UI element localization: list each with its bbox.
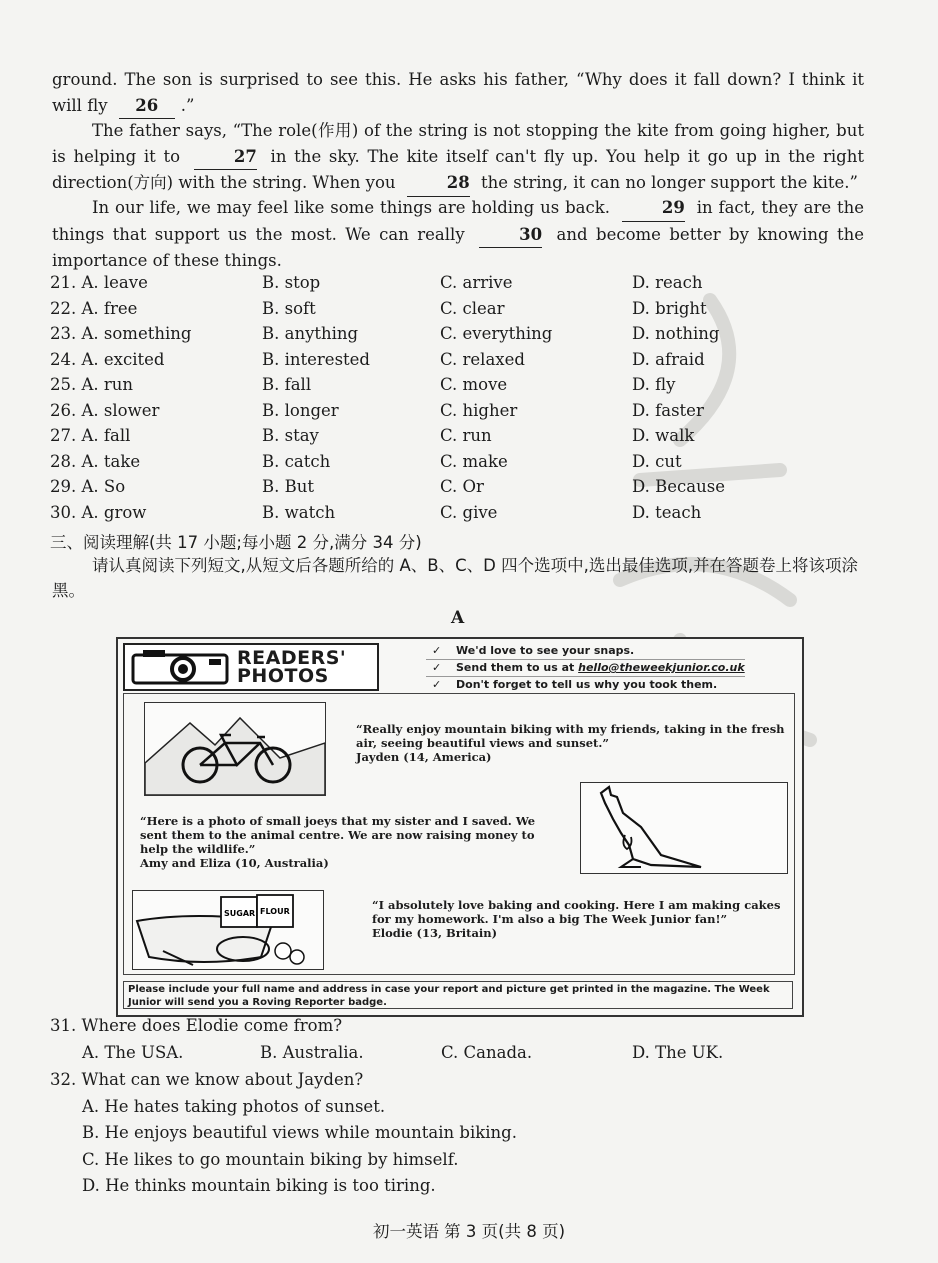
option-row — [50, 452, 870, 477]
photos-panel — [123, 693, 795, 975]
section-instruction: 请认真阅读下列短文,从短文后各题所给的 A、B、C、D 四个选项中,选出最佳选项,并在答题卷上将该项涂黑。 — [52, 556, 859, 600]
option-row — [50, 426, 870, 451]
email-link[interactable]: hello@theweekjunior.co.uk — [578, 661, 745, 674]
checklist-text: Send them to us at — [456, 661, 575, 674]
kangaroo-picture — [580, 782, 788, 874]
option-d: D. fly — [632, 375, 676, 394]
option-row — [50, 477, 870, 502]
option-a: 24. A. excited — [50, 350, 165, 369]
option-a: 29. A. So — [50, 477, 126, 496]
passage-text: in the sky. The kite itself can't fly up. You help it go up in the right direction(方向) with the string. When you — [52, 146, 864, 192]
submission-checklist — [426, 643, 745, 694]
option-d: D. nothing — [632, 324, 720, 343]
option-b: B. anything — [262, 324, 359, 343]
option-d: D. teach — [632, 503, 702, 522]
title-line: PHOTOS — [237, 665, 329, 687]
passage-text: ground. The son is surprised to see this. He asks his father, “Why does it fall down? I think it will fly — [52, 70, 864, 115]
elodie-entry — [372, 898, 792, 940]
option-row — [50, 273, 870, 298]
passage-text: the string, it can no longer support the kite.” — [481, 173, 858, 192]
blank-27: 27 — [194, 144, 257, 171]
option-b: B. But — [262, 477, 314, 496]
jayden-entry — [356, 722, 786, 764]
option-row — [50, 401, 870, 426]
checklist-text: Don't forget to tell us why you took them. — [456, 678, 718, 691]
checklist-item — [426, 660, 745, 677]
section-heading: 三、阅读理解(共 17 小题;每小题 2 分,满分 34 分) — [50, 533, 422, 552]
jayden-quote: “Really enjoy mountain biking with my friends, taking in the fresh air, seeing beautiful views and sunset.” — [356, 722, 785, 750]
passage-label: A — [451, 608, 465, 628]
q31-option-d: D. The UK. — [632, 1043, 724, 1062]
option-b: B. stay — [262, 426, 319, 445]
amy-entry — [140, 814, 565, 870]
option-c: C. higher — [440, 401, 518, 420]
option-c: C. move — [440, 375, 508, 394]
option-row — [50, 324, 870, 349]
check-icon: ✓ — [432, 661, 442, 674]
question-32: 32. What can we know about Jayden? — [50, 1070, 364, 1089]
camera-icon — [131, 649, 229, 685]
option-b: B. soft — [262, 299, 316, 318]
option-a: 26. A. slower — [50, 401, 160, 420]
option-b: B. fall — [262, 375, 312, 394]
option-d: D. bright — [632, 299, 707, 318]
sugar-bag-label: SUGAR — [224, 909, 256, 918]
passage-text: .” — [180, 95, 195, 115]
option-d: D. cut — [632, 452, 682, 471]
option-b: B. stop — [262, 273, 321, 292]
option-c: C. run — [440, 426, 492, 445]
q32-option-c: C. He likes to go mountain biking by himself. — [82, 1150, 459, 1169]
flour-bag-label: FLOUR — [260, 907, 290, 916]
blank-30: 30 — [479, 222, 542, 249]
option-c: C. Or — [440, 477, 484, 496]
passage-text: In our life, we may feel like some things are holding us back. — [92, 198, 610, 217]
blank-26: 26 — [119, 93, 175, 120]
jayden-name: Jayden (14, America) — [356, 750, 492, 764]
amy-name: Amy and Eliza (10, Australia) — [140, 856, 329, 870]
option-b: B. watch — [262, 503, 336, 522]
option-d: D. Because — [632, 477, 725, 496]
passage-paragraph-3 — [52, 195, 864, 274]
readers-photos-footer: Please include your full name and address in case your report and picture get printed in the magazine. The Week Junior will send you a Roving Reporter badge. — [123, 981, 793, 1009]
q32-option-a: A. He hates taking photos of sunset. — [82, 1097, 386, 1116]
option-d: D. afraid — [632, 350, 705, 369]
option-b: B. longer — [262, 401, 339, 420]
option-a: 22. A. free — [50, 299, 138, 318]
baking-picture — [132, 890, 324, 970]
check-icon: ✓ — [432, 678, 442, 691]
readers-photos-box — [116, 637, 804, 1017]
page-footer: 初一英语 第 3 页(共 8 页) — [372, 1222, 566, 1241]
readers-photos-header — [123, 643, 379, 691]
option-row — [50, 299, 870, 324]
option-a: 27. A. fall — [50, 426, 131, 445]
q31-option-b: B. Australia. — [260, 1043, 364, 1062]
passage-paragraph-1 — [52, 67, 864, 119]
elodie-name: Elodie (13, Britain) — [372, 926, 498, 940]
option-c: C. relaxed — [440, 350, 525, 369]
amy-quote: “Here is a photo of small joeys that my sister and I saved. We sent them to the animal centre. We are now raising money to help the wildlife.” — [140, 814, 536, 856]
passage-text: The father says, “The role(作用) of the string is not stopping the kite from going higher, but is helping it to — [52, 121, 864, 166]
checklist-text: We'd love to see your snaps. — [456, 644, 635, 657]
option-a: 25. A. run — [50, 375, 134, 394]
option-b: B. catch — [262, 452, 331, 471]
option-c: C. clear — [440, 299, 505, 318]
option-a: 30. A. grow — [50, 503, 147, 522]
q31-option-c: C. Canada. — [441, 1043, 533, 1062]
blank-29: 29 — [622, 195, 685, 222]
blank-28: 28 — [407, 170, 470, 197]
checklist-item — [426, 677, 745, 694]
passage-paragraph-2 — [52, 118, 864, 197]
option-b: B. interested — [262, 350, 370, 369]
readers-photos-title — [237, 649, 346, 685]
question-31: 31. Where does Elodie come from? — [50, 1016, 343, 1035]
option-a: 28. A. take — [50, 452, 141, 471]
check-icon: ✓ — [432, 644, 442, 657]
option-d: D. reach — [632, 273, 703, 292]
option-c: C. give — [440, 503, 498, 522]
option-c: C. arrive — [440, 273, 513, 292]
option-d: D. faster — [632, 401, 704, 420]
option-row — [50, 350, 870, 375]
passage-text: and become better by knowing the importance of these things. — [52, 224, 864, 270]
q32-option-d: D. He thinks mountain biking is too tiring. — [82, 1176, 436, 1195]
q32-option-b: B. He enjoys beautiful views while mountain biking. — [82, 1123, 517, 1142]
option-row — [50, 375, 870, 400]
option-a: 21. A. leave — [50, 273, 148, 292]
option-a: 23. A. something — [50, 324, 192, 343]
bicycle-picture — [144, 702, 326, 796]
title-line: READERS' — [237, 647, 347, 669]
option-row — [50, 503, 870, 528]
checklist-item — [426, 643, 745, 660]
elodie-quote: “I absolutely love baking and cooking. Here I am making cakes for my homework. I'm also a big The Week Junior fan!” — [372, 898, 781, 926]
q31-option-a: A. The USA. — [82, 1043, 184, 1062]
option-c: C. make — [440, 452, 508, 471]
option-c: C. everything — [440, 324, 553, 343]
passage-text: in fact, they are the things that support us the most. We can really — [52, 198, 864, 244]
option-d: D. walk — [632, 426, 695, 445]
